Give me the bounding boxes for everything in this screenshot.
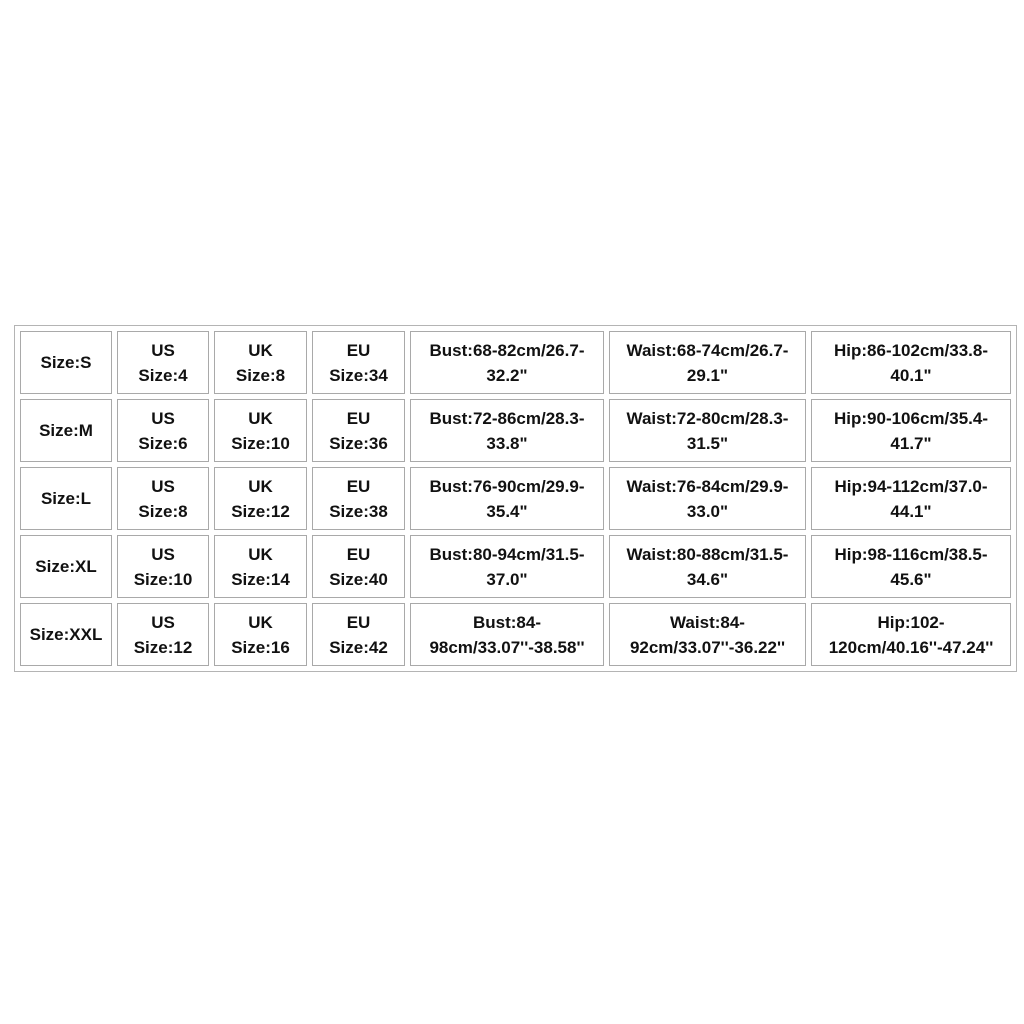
bust-measurement-cell: [410, 331, 604, 394]
size-label-text: Size:M: [39, 421, 93, 440]
hip-measurement-cell: [811, 603, 1011, 666]
waist-measurement-line: Waist:76-84cm/29.9-: [626, 476, 789, 496]
uk-size-line: UK: [248, 476, 273, 496]
uk-size-cell: [214, 467, 307, 530]
us-size-line: Size:10: [133, 569, 193, 589]
uk-size-line: Size:10: [231, 433, 290, 453]
size-label-text: Size:S: [40, 353, 92, 372]
uk-size-line: UK: [248, 612, 273, 632]
hip-measurement-line: 45.6": [890, 569, 932, 589]
waist-measurement-line: Waist:68-74cm/26.7-: [626, 340, 789, 360]
size-label-cell: [20, 399, 112, 462]
bust-measurement-line: Bust:80-94cm/31.5-: [429, 544, 585, 564]
table-row: [20, 467, 1011, 530]
waist-measurement-line: 92cm/33.07''-36.22'': [629, 637, 786, 657]
eu-size-line: Size:38: [329, 501, 388, 521]
eu-size-line: EU: [346, 340, 371, 360]
hip-measurement-line: Hip:86-102cm/33.8-: [833, 340, 989, 360]
bust-measurement-cell: [410, 535, 604, 598]
waist-measurement-cell: [609, 535, 806, 598]
hip-measurement-cell: [811, 331, 1011, 394]
waist-measurement-line: Waist:80-88cm/31.5-: [626, 544, 789, 564]
us-size-line: Size:6: [138, 433, 188, 453]
bust-measurement-line: 98cm/33.07''-38.58'': [429, 637, 585, 657]
uk-size-cell: [214, 331, 307, 394]
size-label-text: Size:L: [40, 489, 92, 508]
eu-size-cell: [312, 535, 405, 598]
waist-measurement-cell: [609, 399, 806, 462]
bust-measurement-line: Bust:72-86cm/28.3-: [429, 408, 585, 428]
bust-measurement-cell: [410, 603, 604, 666]
waist-measurement-cell: [609, 603, 806, 666]
table-row: [20, 535, 1011, 598]
size-chart-table: [14, 325, 1017, 672]
hip-measurement-line: 120cm/40.16''-47.24'': [828, 637, 994, 657]
us-size-line: US: [151, 408, 175, 428]
size-label-cell: [20, 467, 112, 530]
us-size-line: Size:12: [133, 637, 193, 657]
waist-measurement-line: 29.1": [686, 365, 729, 385]
bust-measurement-cell: [410, 467, 604, 530]
table-row: [20, 331, 1011, 394]
eu-size-line: EU: [346, 476, 371, 496]
bust-measurement-line: 37.0": [486, 569, 528, 589]
bust-measurement-cell: [410, 399, 604, 462]
waist-measurement-line: Waist:84-: [670, 612, 745, 632]
size-label-text: Size:XXL: [29, 625, 103, 644]
us-size-line: US: [151, 544, 175, 564]
eu-size-line: EU: [346, 612, 371, 632]
size-chart-body: [20, 331, 1011, 666]
table-row: [20, 603, 1011, 666]
hip-measurement-cell: [811, 535, 1011, 598]
bust-measurement-line: Bust:76-90cm/29.9-: [429, 476, 585, 496]
uk-size-cell: [214, 535, 307, 598]
uk-size-line: Size:14: [231, 569, 290, 589]
eu-size-line: Size:36: [329, 433, 388, 453]
hip-measurement-line: Hip:98-116cm/38.5-: [834, 544, 988, 564]
us-size-cell: [117, 467, 209, 530]
uk-size-line: UK: [248, 408, 273, 428]
eu-size-cell: [312, 467, 405, 530]
eu-size-line: EU: [346, 408, 371, 428]
eu-size-cell: [312, 331, 405, 394]
eu-size-line: Size:34: [329, 365, 388, 385]
uk-size-line: Size:8: [235, 365, 286, 385]
hip-measurement-line: Hip:94-112cm/37.0-: [834, 476, 988, 496]
us-size-cell: [117, 399, 209, 462]
hip-measurement-line: Hip:90-106cm/35.4-: [833, 408, 989, 428]
uk-size-line: Size:16: [231, 637, 290, 657]
us-size-cell: [117, 331, 209, 394]
bust-measurement-line: 33.8": [486, 433, 528, 453]
waist-measurement-cell: [609, 467, 806, 530]
bust-measurement-line: 35.4": [486, 501, 528, 521]
us-size-cell: [117, 603, 209, 666]
uk-size-line: UK: [248, 340, 273, 360]
table-row: [20, 399, 1011, 462]
us-size-line: US: [151, 612, 175, 632]
eu-size-cell: [312, 399, 405, 462]
us-size-line: US: [151, 476, 175, 496]
uk-size-cell: [214, 603, 307, 666]
hip-measurement-line: 44.1": [890, 501, 932, 521]
hip-measurement-cell: [811, 467, 1011, 530]
eu-size-line: Size:42: [329, 637, 388, 657]
hip-measurement-line: Hip:102-: [877, 612, 945, 632]
us-size-line: US: [151, 340, 175, 360]
eu-size-line: Size:40: [329, 569, 388, 589]
hip-measurement-line: 41.7": [890, 433, 932, 453]
size-label-cell: [20, 603, 112, 666]
us-size-line: Size:8: [138, 501, 188, 521]
uk-size-line: Size:12: [231, 501, 290, 521]
us-size-cell: [117, 535, 209, 598]
size-label-cell: [20, 535, 112, 598]
waist-measurement-line: 31.5": [686, 433, 729, 453]
waist-measurement-line: Waist:72-80cm/28.3-: [626, 408, 789, 428]
hip-measurement-line: 40.1": [890, 365, 932, 385]
bust-measurement-line: Bust:84-: [472, 612, 541, 632]
waist-measurement-line: 34.6": [686, 569, 729, 589]
size-label-cell: [20, 331, 112, 394]
hip-measurement-cell: [811, 399, 1011, 462]
bust-measurement-line: 32.2": [486, 365, 528, 385]
waist-measurement-cell: [609, 331, 806, 394]
waist-measurement-line: 33.0": [686, 501, 729, 521]
uk-size-cell: [214, 399, 307, 462]
eu-size-line: EU: [346, 544, 371, 564]
bust-measurement-line: Bust:68-82cm/26.7-: [429, 340, 585, 360]
uk-size-line: UK: [248, 544, 273, 564]
size-label-text: Size:XL: [35, 557, 97, 576]
us-size-line: Size:4: [138, 365, 188, 385]
eu-size-cell: [312, 603, 405, 666]
